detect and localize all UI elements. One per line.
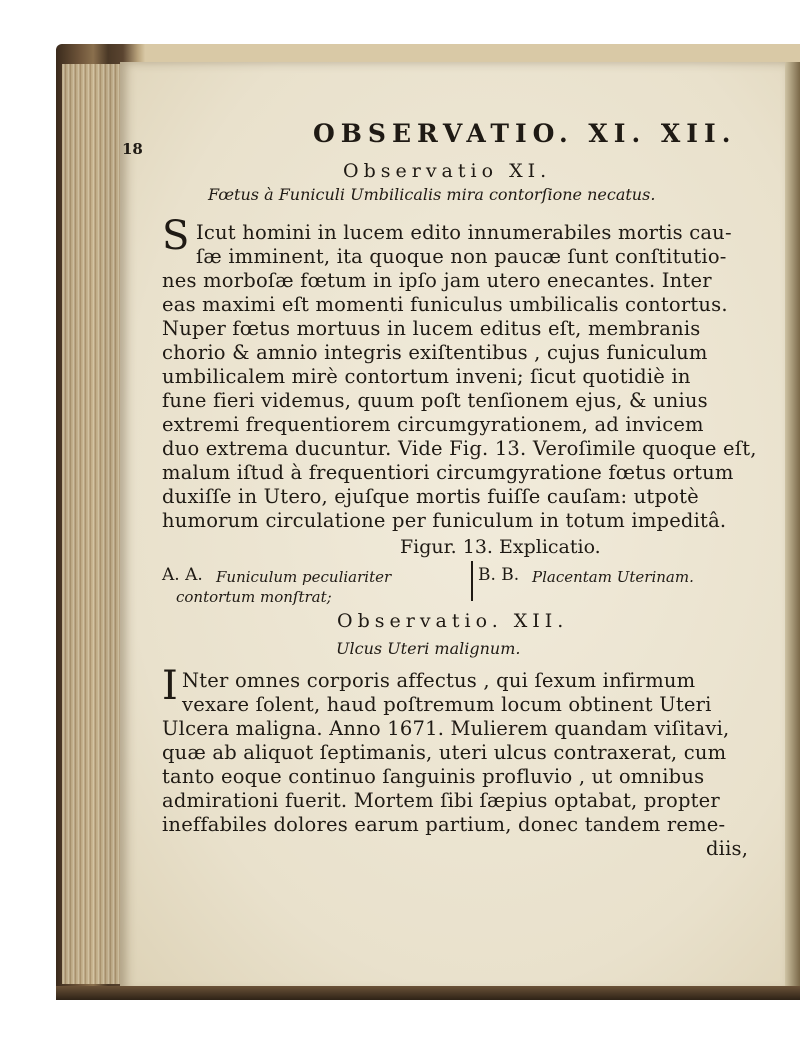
text-line: quæ ab aliquot ſeptimanis, uteri ulcus contraxerat, cum [162, 741, 727, 764]
text-line: Nter omnes corporis affectus , qui ſexum infirmum [182, 669, 696, 692]
catchword: diis, [706, 837, 749, 860]
legend-b-text: Placentam Uterinam. [532, 568, 694, 586]
text-line: humorum circulatione per funiculum in totum impeditâ. [162, 509, 727, 532]
text-line: duxiſſe in Utero, ejuſque mortis fuiſſe cauſam: utpotè [162, 485, 699, 508]
text-line: tanto eoque continuo ſanguinis profluvio , ut omnibus [162, 765, 705, 788]
figure-caption: Figur. 13. Explicatio. [400, 536, 601, 558]
text-line: duo extrema ducuntur. Vide Fig. 13. Veroſimile quoque eſt, [162, 437, 757, 460]
observation-12-title: Observatio. XII. [337, 610, 569, 632]
text-line: admirationi fuerit. Mortem ſibi ſæpius optabat, propter [162, 789, 720, 812]
text-line: fune fieri videmus, quum poſt tenſionem ejus, & unius [162, 389, 708, 412]
legend-a-label: A. A. [162, 565, 203, 585]
text-line: extremi frequentiorem circumgyrationem, ad invicem [162, 413, 704, 436]
legend-divider [471, 561, 473, 601]
text-line: Ulcera maligna. Anno 1671. Mulierem quandam viſitavi, [162, 717, 730, 740]
legend-a-text: Funiculum peculiariter [216, 568, 392, 586]
observation-11-title: Observatio XI. [343, 160, 552, 182]
text-line: ineffabiles dolores earum partium, donec tandem reme- [162, 813, 726, 836]
text-line: eas maximi eſt momenti funiculus umbilicalis contortus. [162, 293, 728, 316]
legend-b-label: B. B. [478, 565, 520, 585]
text-line: umbilicalem mirè contortum inveni; ſicut quotidiè in [162, 365, 691, 388]
running-head: OBSERVATIO. XI. XII. [313, 119, 737, 148]
observation-11-subtitle: Fœtus à Funiculi Umbilicalis mira contorſione necatus. [208, 185, 656, 204]
text-line: Nuper fœtus mortuus in lucem editus eſt, membranis [162, 317, 701, 340]
text-line: vexare ſolent, haud poſtremum locum obtinent Uteri [182, 693, 712, 716]
text-line: malum iſtud à frequentiori circumgyratione fœtus ortum [162, 461, 734, 484]
drop-initial-s: S [162, 213, 190, 259]
text-line: ſæ imminent, ita quoque non paucæ ſunt conſtitutio- [196, 245, 727, 268]
legend-a-text-2: contortum monſtrat; [176, 588, 332, 606]
text-line: chorio & amnio integris exiſtentibus , cujus funiculum [162, 341, 708, 364]
observation-12-subtitle: Ulcus Uteri malignum. [336, 639, 521, 658]
text-line: nes morboſæ fœtum in ipſo jam utero enecantes. Inter [162, 269, 712, 292]
page-number: 18 [122, 140, 143, 158]
drop-initial-i: I [162, 663, 178, 709]
text-line: Icut homini in lucem edito innumerabiles mortis cau- [196, 221, 732, 244]
